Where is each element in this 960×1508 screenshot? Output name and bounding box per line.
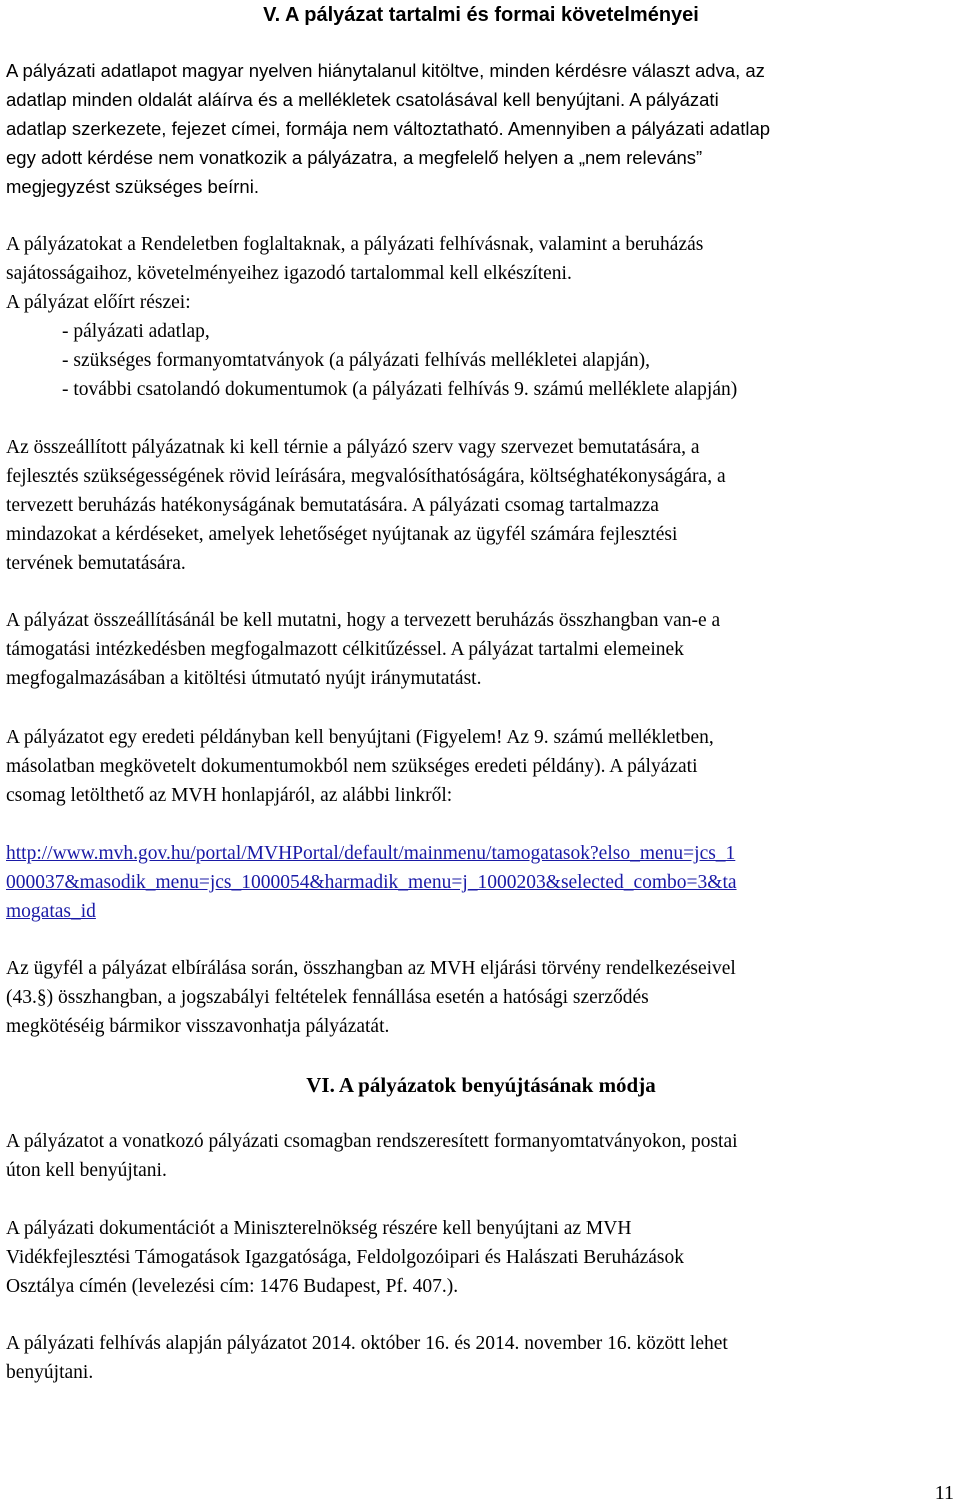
link-line[interactable]: http://www.mvh.gov.hu/portal/MVHPortal/default/mainmenu/tamogatasok?elso_menu=jcs_1 [6,843,736,864]
text-line: másolatban megkövetelt dokumentumokból nem szükséges eredeti példány). A pályázati [6,756,698,777]
list-item: - további csatolandó dokumentumok (a pályázati felhívás 9. számú melléklete alapján) [62,379,738,400]
text-line: A pályázat összeállításánál be kell mutatni, hogy a tervezett beruházás összhangban van-e a [6,610,721,631]
text-line: Osztálya címén (levelezési cím: 1476 Budapest, Pf. 407.). [6,1276,459,1297]
section-6-title: VI. A pályázatok benyújtásának módja [306,1073,656,1097]
text-line: Az ügyfél a pályázat elbírálása során, összhangban az MVH eljárási törvény rendelkezéseivel [6,958,736,979]
text-line: támogatási intézkedésben megfogalmazott célkitűzéssel. A pályázat tartalmi elemeinek [6,639,684,660]
text-line: adatlap szerkezete, fejezet címei, formája nem változtatható. Amennyiben a pályázati adatlap [6,118,771,139]
text-line: megfogalmazásában a kitöltési útmutató nyújt iránymutatást. [6,668,482,689]
link-line[interactable]: mogatas_id [6,901,96,922]
section-6-paragraph-2 [6,1214,956,1301]
text-line: tervének bemutatására. [6,553,186,574]
text-line: (43.§) összhangban, a jogszabályi feltételek fennállása esetén a hatósági szerződés [6,987,649,1008]
section-6-paragraph-3 [6,1329,956,1387]
text-line: megkötéséig bármikor visszavonhatja pályázatát. [6,1016,390,1037]
text-line: A pályázatot a vonatkozó pályázati csomagban rendszeresített formanyomtatványokon, postai [6,1131,738,1152]
text-line: úton kell benyújtani. [6,1160,167,1181]
text-line: tervezett beruházás hatékonyságának bemutatására. A pályázati csomag tartalmazza [6,495,659,516]
section-5-title: V. A pályázat tartalmi és formai követelményei [263,4,699,26]
text-line: adatlap minden oldalát aláírva és a mellékletek csatolásával kell benyújtani. A pályázati [6,89,719,110]
text-line: megjegyzést szükséges beírni. [6,176,259,197]
page-number: 11 [934,1482,954,1504]
section-5-paragraph-1 [6,56,956,201]
text-line: mindazokat a kérdéseket, amelyek lehetőséget nyújtanak az ügyfél számára fejlesztési [6,524,678,545]
text-line: A pályázati adatlapot magyar nyelven hiánytalanul kitöltve, minden kérdésre választ adva, az [6,60,765,81]
text-line: A pályázatokat a Rendeletben foglaltaknak, a pályázati felhívásnak, valamint a beruházás [6,234,704,255]
text-line: A pályázatot egy eredeti példányban kell benyújtani (Figyelem! Az 9. számú mellékletben, [6,727,714,748]
section-5-paragraph-5 [6,723,956,810]
text-line: A pályázati dokumentációt a Miniszterelnökség részére kell benyújtani az MVH [6,1218,632,1239]
download-link[interactable] [6,839,956,926]
list-item: - pályázati adatlap, [62,321,210,342]
list-item: - szükséges formanyomtatványok (a pályázati felhívás mellékletei alapján), [62,350,651,371]
link-line[interactable]: 000037&masodik_menu=jcs_1000054&harmadik_menu=j_1000203&selected_combo=3&ta [6,872,737,893]
required-parts-list [6,288,956,404]
section-6-paragraph-1 [6,1127,956,1185]
list-intro: A pályázat előírt részei: [6,292,191,313]
section-5-paragraph-6 [6,954,956,1041]
text-line: csomag letölthető az MVH honlapjáról, az alábbi linkről: [6,785,453,806]
text-line: A pályázati felhívás alapján pályázatot 2014. október 16. és 2014. november 16. között lehet [6,1333,728,1354]
text-line: fejlesztés szükségességének rövid leírására, megvalósíthatóságára, költséghatékonyságára, a [6,466,726,487]
text-line: egy adott kérdése nem vonatkozik a pályázatra, a megfelelő helyen a „nem releváns” [6,147,703,168]
section-5-paragraph-4 [6,606,956,693]
text-line: Vidékfejlesztési Támogatások Igazgatósága, Feldolgozóipari és Halászati Beruházások [6,1247,685,1268]
text-line: benyújtani. [6,1362,94,1383]
section-5-paragraph-2 [6,230,956,288]
text-line: Az összeállított pályázatnak ki kell térnie a pályázó szerv vagy szervezet bemutatására, a [6,437,700,458]
section-5-paragraph-3 [6,433,956,578]
text-line: sajátosságaihoz, követelményeihez igazodó tartalommal kell elkészíteni. [6,263,572,284]
